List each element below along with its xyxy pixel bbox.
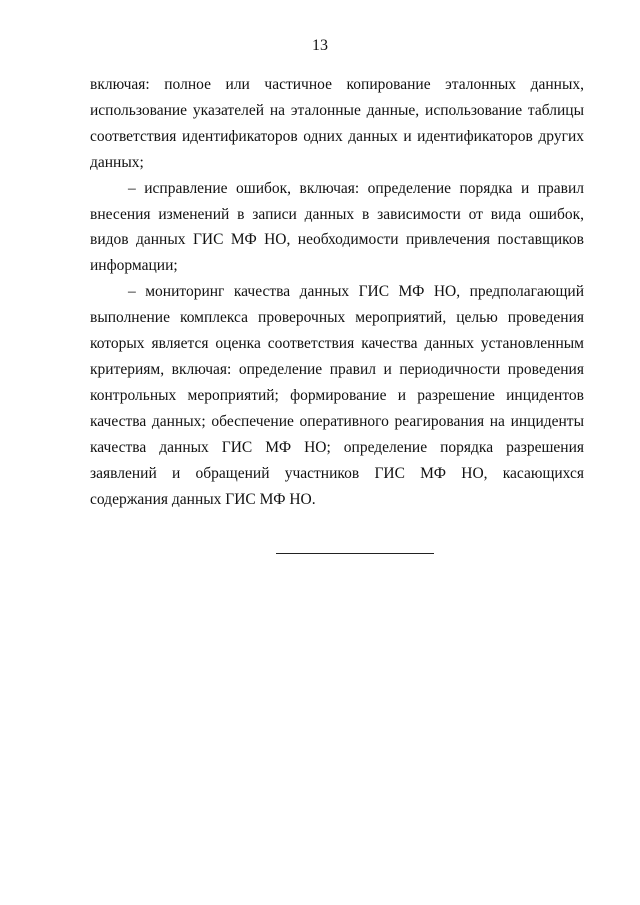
paragraph-quality-monitoring: – мониторинг качества данных ГИС МФ НО, предполагающий выполнение комплекса проверочных мероприятий, целью проведения которых является оценка соответствия качества данных установленным критериям, включая: определение правил и периодичности проведения контрольных мероприятий; формирование и разрешение инцидентов качества данных; обеспечение оперативного реагирования на инциденты качества данных ГИС МФ НО; определение порядка разрешения заявлений и обращений участников ГИС МФ НО, касающихся содержания данных ГИС МФ НО. bbox=[90, 283, 584, 508]
end-of-document-rule bbox=[276, 553, 434, 554]
paragraph-error-correction: – исправление ошибок, включая: определение порядка и правил внесения изменений в записи данных в зависимости от вида ошибок, видов данных ГИС МФ НО, необходимости привлечения поставщиков информации; bbox=[90, 179, 584, 275]
paragraph-continuation: включая: полное или частичное копирование эталонных данных, использование указателей на эталонные данные, использование таблицы соответствия идентификаторов одних данных и идентификаторов других данных; bbox=[90, 76, 584, 171]
document-body bbox=[90, 72, 584, 512]
page-number: 13 bbox=[312, 37, 328, 54]
